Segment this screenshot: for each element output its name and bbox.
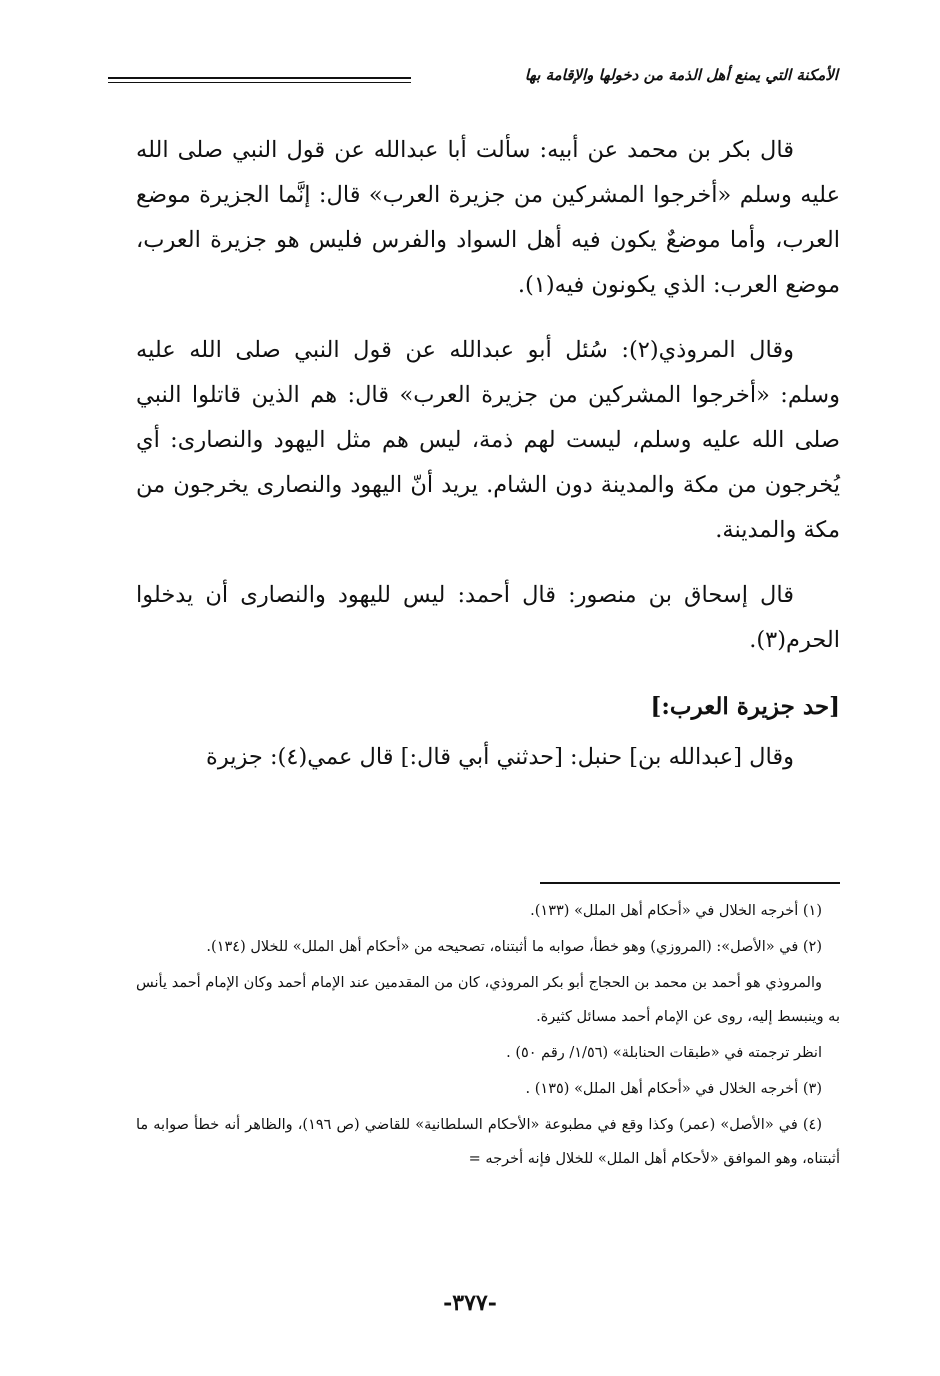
main-text [136,128,840,800]
paragraph-ishaq: قال إسحاق بن منصور: قال أحمد: ليس لليهود والنصارى أن يدخلوا الحرم(٣). [136,582,840,653]
header-rule-thin [108,82,411,83]
paragraph-bakr: قال بكر بن محمد عن أبيه: سألت أبا عبدالله عن قول النبي صلى الله عليه وسلم «أخرجوا المشركين من جزيرة العرب» قال: إنَّما الجزيرة موضع العرب، وأما موضعٌ يكون فيه أهل السواد والفرس فليس هو جزيرة العرب، موضع العرب: الذي يكونون فيه(١). [136,137,840,298]
paragraph-abdullah: وقال [عبدالله بن] حنبل: [حدثني أبي قال:] قال عمي(٤): جزيرة [206,744,794,770]
section-heading: [حد جزيرة العرب:] [650,693,840,720]
footnote-3: (٣) أخرجه الخلال في «أحكام أهل الملل» (١٣٥) . [525,1081,822,1097]
paragraph-marwadhi: وقال المروذي(٢): سُئل أبو عبدالله عن قول النبي صلى الله عليه وسلم: «أخرجوا المشركين من جزيرة العرب» قال: هم الذين قاتلوا النبي صلى الله عليه وسلم، ليست لهم ذمة، ليس هم مثل اليهود والنصارى: أي يُخرجون من مكة والمدينة دون الشام. يريد أنّ اليهود والنصارى يخرجون من مكة والمدينة. [136,337,840,543]
header-title: الأمكنة التي يمنع أهل الذمة من دخولها والإقامة بها [524,66,838,84]
footnote-1: (١) أخرجه الخلال في «أحكام أهل الملل» (١٣٣). [530,903,822,919]
footnote-2: (٢) في «الأصل»: (المروزي) وهو خطأ، صوابه ما أثبتناه، تصحيحه من «أحكام أهل الملل» للخلال (١٣٤). [206,939,822,955]
footnote-4: (٤) في «الأصل» (عمر) وكذا وقع في مطبوعة «الأحكام السلطانية» للقاضي (ص ١٩٦)، والظاهر أنه خطأ صوابه ما أثبتناه، وهو الموافق «لأحكام أهل الملل» للخلال فإنه أخرجه = [136,1117,840,1167]
footnote-separator [540,882,840,884]
page-number: -٣٧٧- [443,1290,497,1316]
footnote-2-reference: انظر ترجمته في «طبقات الحنابلة» (١/٥٦/ رقم ٥٠) . [506,1045,822,1061]
footnotes [136,894,840,1178]
header-rule [108,77,411,79]
footnote-2-note: والمروذي هو أحمد بن محمد بن الحجاج أبو بكر المروذي، كان من المقدمين عند الإمام أحمد وكان الإمام أحمد يأنس به وينبسط إليه، روى عن الإمام أحمد مسائل كثيرة. [136,975,840,1025]
running-header [108,66,838,96]
